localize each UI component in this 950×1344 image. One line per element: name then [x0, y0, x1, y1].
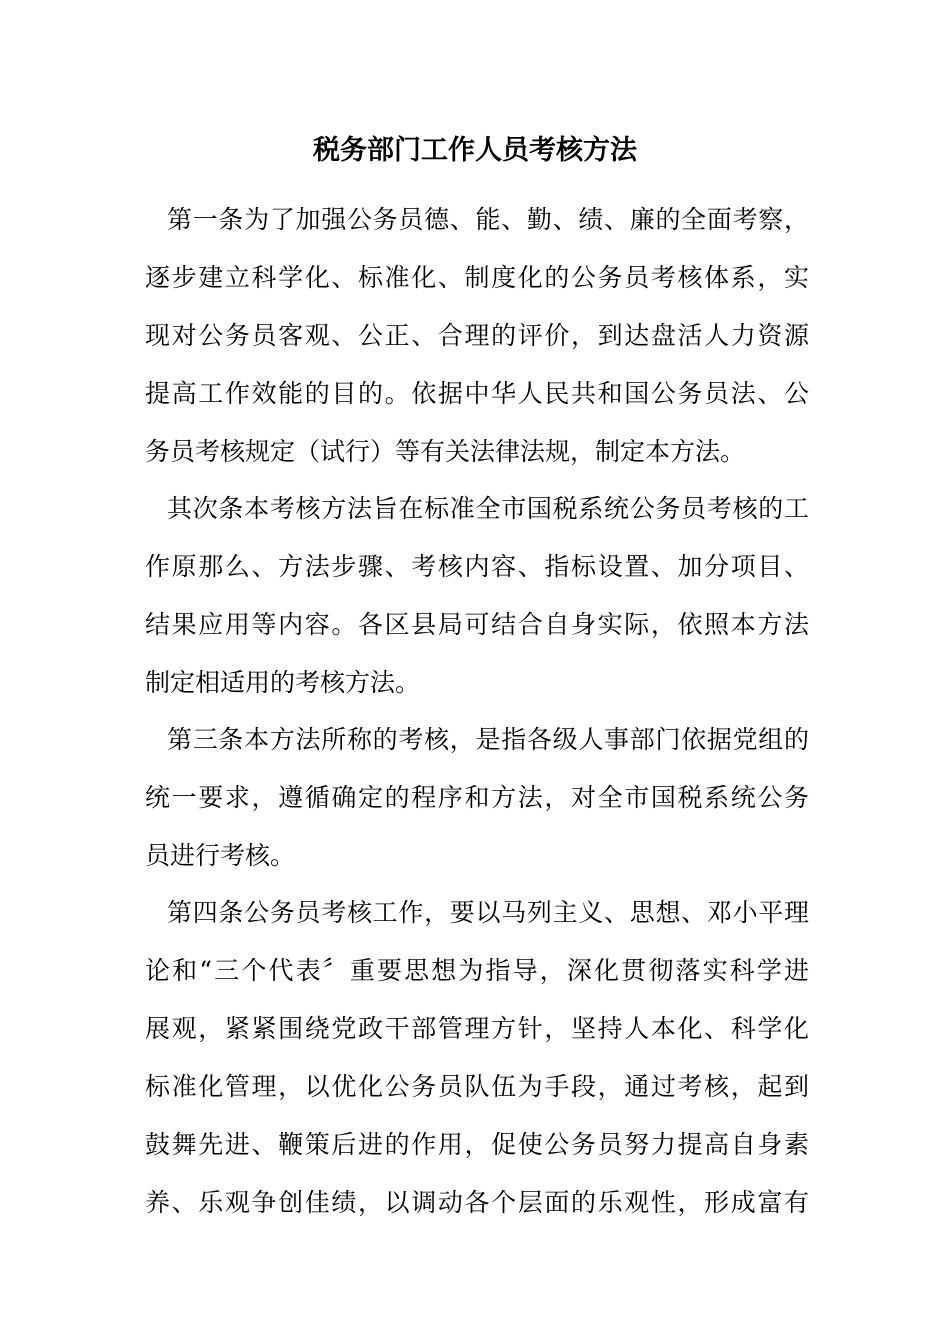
- paragraph-4-line-6: 养、乐观争创佳绩，以调动各个层面的乐观性，形成富有: [145, 1188, 809, 1217]
- paragraph-4-line-5: 鼓舞先进、鞭策后进的作用，促使公务员努力提高自身素: [145, 1130, 809, 1159]
- paragraph-4-line-3: 展观，紧紧围绕党政干部管理方针，坚持人本化、科学化: [145, 1014, 809, 1043]
- paragraph-3-line-1: 第三条本方法所称的考核，是指各级人事部门依据党组的: [167, 725, 809, 754]
- paragraph-4-line-1: 第四条公务员考核工作，要以马列主义、思想、邓小平理: [167, 898, 809, 927]
- paragraph-4-line-2: 论和“三个代表〞重要思想为指导，深化贯彻落实科学进: [145, 956, 809, 985]
- paragraph-1-line-5: 务员考核规定（试行）等有关法律法规，制定本方法。: [145, 437, 746, 466]
- paragraph-2-line-1: 其次条本考核方法旨在标准全市国税系统公务员考核的工: [167, 494, 809, 523]
- paragraph-3-line-3: 员进行考核。: [145, 841, 296, 870]
- paragraph-4-line-4: 标准化管理，以优化公务员队伍为手段，通过考核，起到: [145, 1072, 809, 1101]
- paragraph-2-line-3: 结果应用等内容。各区县局可结合自身实际，依照本方法: [145, 610, 809, 639]
- paragraph-3-line-2: 统一要求，遵循确定的程序和方法，对全市国税系统公务: [145, 783, 809, 812]
- paragraph-2-line-4: 制定相适用的考核方法。: [145, 668, 421, 697]
- paragraph-1-line-1: 第一条为了加强公务员德、能、勤、绩、廉的全面考察，: [167, 205, 809, 234]
- document-body: [145, 0, 809, 1344]
- paragraph-1-line-2: 逐步建立科学化、标准化、制度化的公务员考核体系，实: [145, 263, 809, 292]
- paragraph-1-line-3: 现对公务员客观、公正、合理的评价，到达盘活人力资源: [145, 321, 809, 350]
- document-title: 税务部门工作人员考核方法: [313, 135, 637, 166]
- paragraph-1-line-4: 提高工作效能的目的。依据中华人民共和国公务员法、公: [145, 379, 809, 408]
- paragraph-2-line-2: 作原那么、方法步骤、考核内容、指标设置、加分项目、: [145, 552, 809, 581]
